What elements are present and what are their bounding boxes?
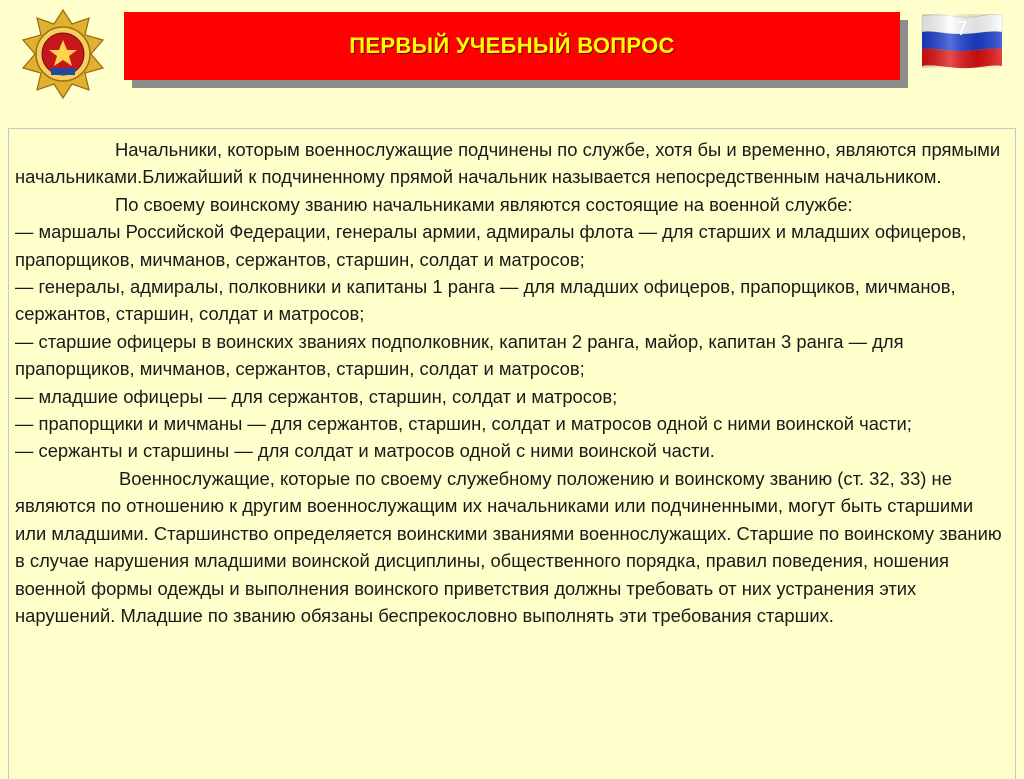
- military-emblem-icon: [22, 8, 104, 100]
- title-bar: [124, 12, 900, 80]
- paragraph-rank-superiors: По своему воинскому званию начальниками являются состоящие на военной службе:: [115, 193, 853, 215]
- list-item: — генералы, адмиралы, полковники и капитаны 1 ранга — для младших офицеров, прапорщиков, мичманов, сержантов, старшин, солдат и матросов;: [15, 276, 956, 325]
- page-number: 7: [956, 18, 968, 40]
- list-item: — прапорщики и мичманы — для сержантов, старшин, солдат и матросов одной с ними воинской части;: [15, 413, 912, 435]
- list-item: — старшие офицеры в воинских званиях подполковник, капитан 2 ранга, майор, капитан 3 ранга — для прапорщиков, мичманов, сержантов, старшин, солдат и матросов;: [15, 330, 904, 380]
- list-item: — сержанты и старшины — для солдат и матросов одной с ними воинской части.: [15, 440, 715, 462]
- paragraph-direct-superiors: Начальники, которым военнослужащие подчинены по службе, хотя бы и временно, являются прямыми начальниками.Ближайший к подчиненному прямой начальник называется непосредственным начальником.: [15, 139, 1001, 188]
- page-title: ПЕРВЫЙ УЧЕБНЫЙ ВОПРОС: [349, 33, 675, 58]
- list-item: — маршалы Российской Федерации, генералы армии, адмиралы флота — для старших и младших офицеров, прапорщиков, мичманов, сержантов, старшин, солдат и матросов;: [15, 221, 967, 270]
- paragraph-seniority: Военнослужащие, которые по своему служебному положению и воинскому званию (ст. 32, 33) не являются по отношению к другим военнослужащим их начальниками или подчиненными, могут быть старшими или младшими. Старшинство определяется воинскими званиями военнослужащих. Старшие по воинскому званию в случае нарушения младшими воинской дисциплины, общественного порядка, правил поведения, ношения военной формы одежды и выполнения воинского приветствия должны требовать от них устранения этих нарушений. Младшие по званию обязаны беспрекословно выполнять эти требования старших.: [15, 467, 1002, 626]
- content-body: [15, 136, 1005, 629]
- list-item: — младшие офицеры — для сержантов, старшин, солдат и матросов;: [15, 385, 618, 407]
